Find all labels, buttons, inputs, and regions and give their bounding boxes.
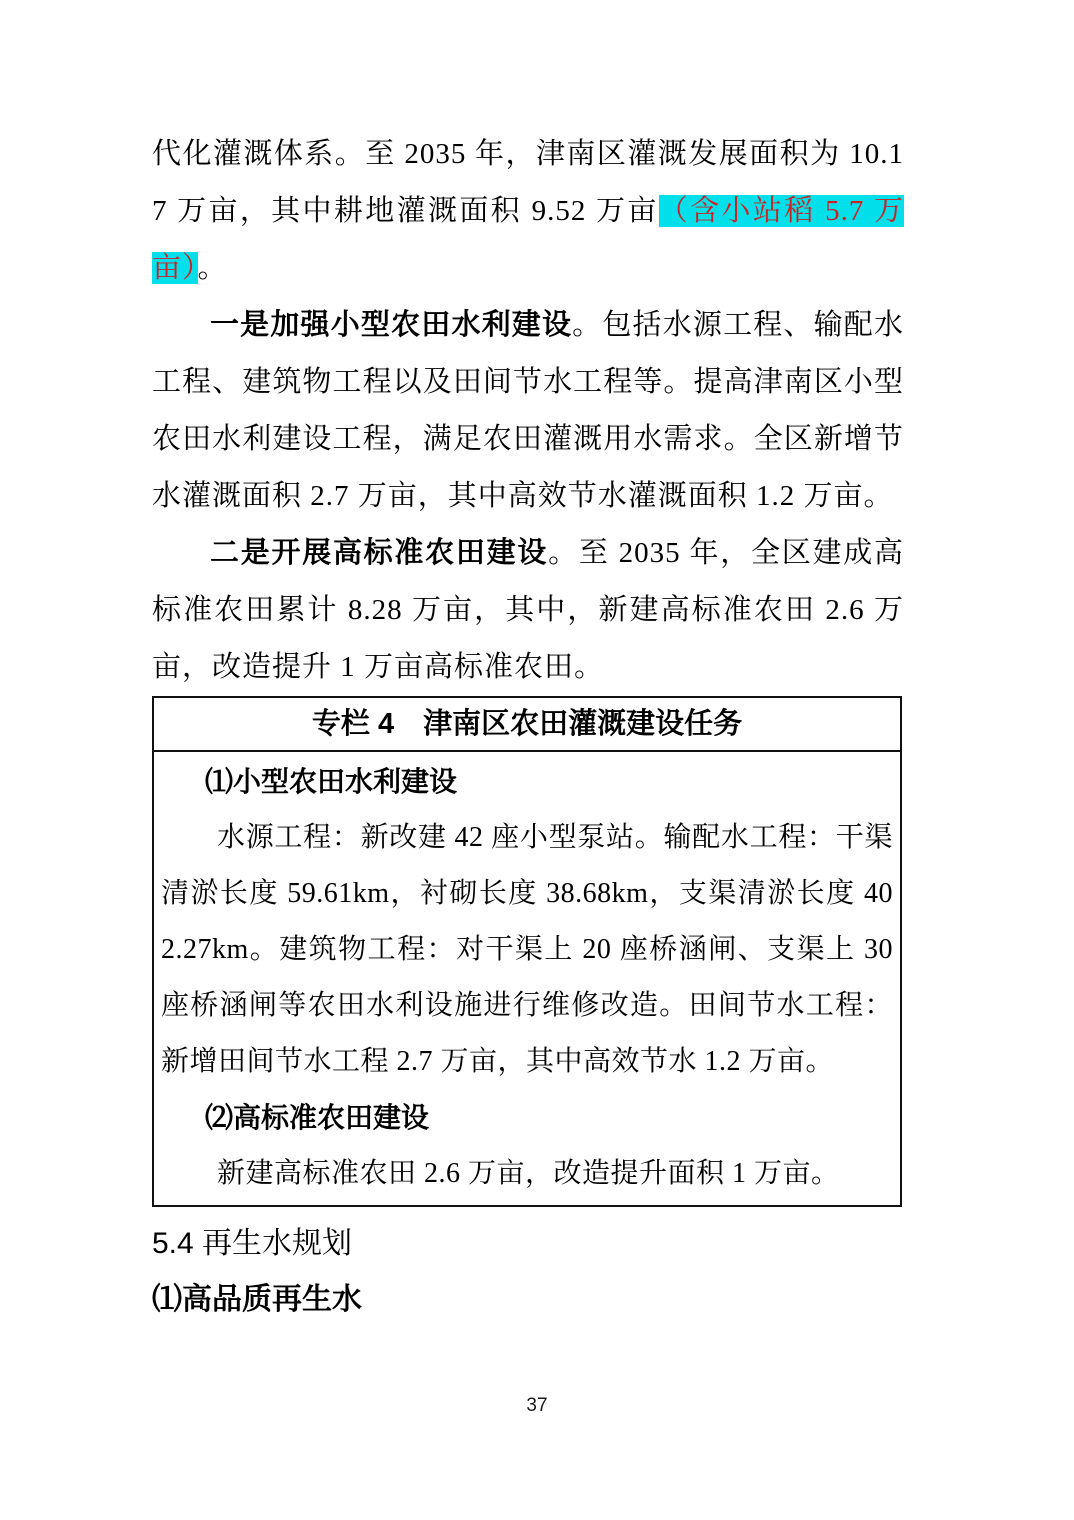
bold-lead-first-task: 一是加强小型农田水利建设 [210,309,573,341]
paragraph-high-standard-farmland [152,525,904,696]
subsection-heading-high-quality-reclaimed-water: ⑴高品质再生水 [152,1283,362,1316]
body-text [152,126,904,696]
box-body [154,752,900,1205]
highlighted-note-xiaozhan-rice: （含小站稻 5.7 万亩） [152,195,904,284]
box-heading-1: ⑴小型农田水利建设 [205,766,458,797]
box-paragraph-1: 水源工程：新改建 42 座小型泵站。输配水工程：干渠清淤长度 59.61km，衬砌长度 38.68km，支渠清淤长度 402.27km。建筑物工程：对干渠上 20 座桥涵闸、支渠上 30 座桥涵闸等农田水利设施进行维修改造。田间节水工程：新增田间节水工程 2.7 万亩，其中高效节水 1.2 万亩。 [161,822,893,1077]
page-number: 37 [526,1395,548,1416]
box-paragraph-2: 新建高标准农田 2.6 万亩，改造提升面积 1 万亩。 [217,1158,840,1189]
bold-lead-second-task: 二是开展高标准农田建设 [210,537,549,569]
paragraph-text: 。至 2035 年，全区建成高标准农田累计 8.28 万亩，其中，新建高标准农田 2.6 万亩，改造提升 1 万亩高标准农田。 [152,537,904,683]
paragraph-irrigation-development [152,126,904,297]
paragraph-text: 。包括水源工程、输配水工程、建筑物工程以及田间节水工程等。提高津南区小型农田水利建设工程，满足农田灌溉用水需求。全区新增节水灌溉面积 2.7 万亩，其中高效节水灌溉面积 1.2 万亩。 [152,309,904,512]
box-heading-2: ⑵高标准农田建设 [205,1102,430,1133]
box-title: 专栏 4 津南区农田灌溉建设任务 [154,698,900,752]
column-box-4 [152,696,902,1207]
section-heading-5-4: 5.4 再生水规划 [152,1227,353,1260]
paragraph-text-end: 。 [197,252,228,284]
paragraph-text: 代化灌溉体系。至 2035 年，津南区灌溉发展面积为 10.17 万亩，其中耕地灌溉面积 9.52 万亩 [152,138,904,227]
paragraph-small-farmland-water [152,297,904,525]
